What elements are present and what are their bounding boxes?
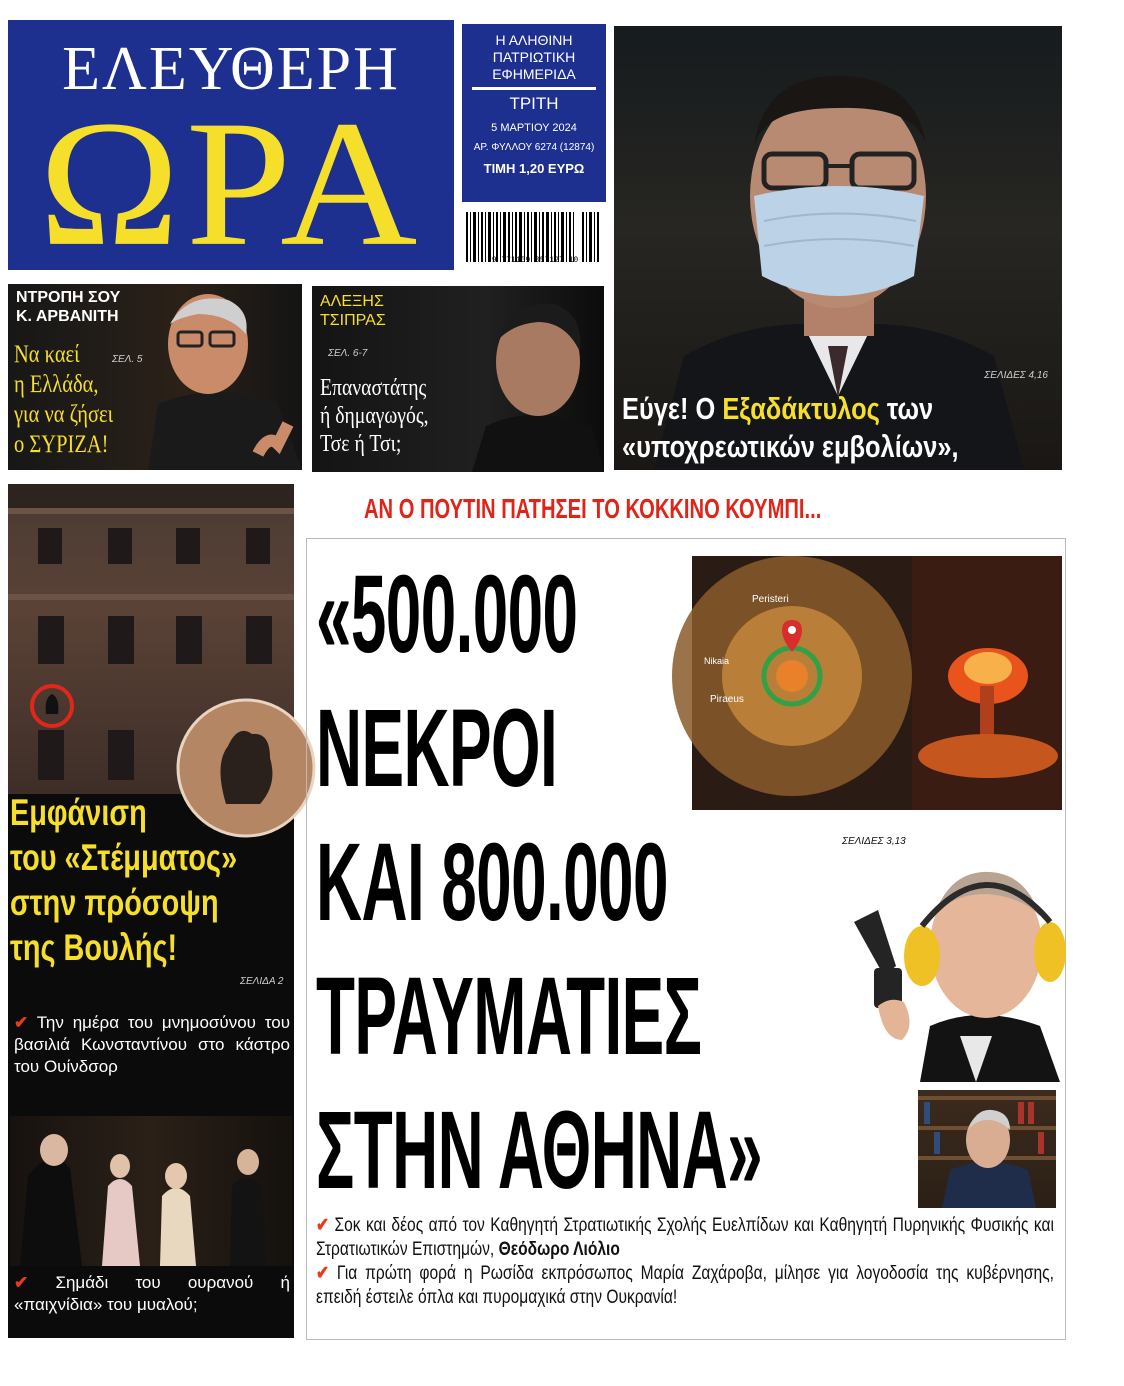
headline-line: ο ΣΥΡΙΖΑ! bbox=[14, 431, 109, 458]
arvanitis-photo bbox=[128, 284, 302, 470]
arvanitis-kicker bbox=[16, 288, 120, 326]
issue-number: ΑΡ. ΦΥΛΛΟΥ 6274 (12874) bbox=[473, 142, 595, 153]
page-reference: ΣΕΛΙΔΑ 2 bbox=[240, 976, 284, 987]
headline-line: ΝΕΚΡΟΙ bbox=[316, 687, 558, 810]
headline-line: ΚΑΙ 800.000 bbox=[316, 821, 668, 944]
map-label: Piraeus bbox=[710, 694, 744, 705]
masthead-logo: ΩΡΑ bbox=[38, 84, 424, 284]
left-story-bullet-1 bbox=[14, 1012, 290, 1078]
kicker-line: ΝΤΡΟΠΗ ΣΟΥ bbox=[16, 289, 121, 306]
arvanitis-headline bbox=[14, 340, 113, 460]
kicker-line: ΤΣΙΠΡΑΣ bbox=[320, 312, 386, 329]
headline-line: του «Στέμματος» bbox=[10, 837, 238, 878]
page-reference: ΣΕΛ. 6-7 bbox=[328, 348, 368, 359]
page-reference: ΣΕΛ. 5 bbox=[112, 354, 143, 365]
main-story-bullets bbox=[316, 1214, 1054, 1310]
tsipras-kicker bbox=[320, 292, 386, 330]
headline-line: για να ζήσει bbox=[14, 401, 114, 428]
masthead-top-word: ΕΛΕΥΘΕΡΗ bbox=[62, 35, 400, 103]
issue-info-box bbox=[462, 24, 606, 202]
tsipras-photo bbox=[462, 286, 604, 472]
barcode-number: 9 771109 057127 10 bbox=[491, 256, 579, 265]
headline-text: των «υποχρεωτικών εμβολίων», υποψήφιος Ευρωβουλευτής της ΝΔ bbox=[622, 391, 1054, 502]
checkmark-icon: ✔ bbox=[14, 1273, 29, 1292]
memorial-illustration bbox=[10, 1116, 292, 1266]
headline-line: ή δημαγωγός, bbox=[320, 403, 429, 429]
headline-line: η Ελλάδα, bbox=[14, 371, 99, 398]
tsipras-headline bbox=[320, 374, 429, 458]
bullet-name: Θεόδωρο Λιόλιο bbox=[498, 1239, 620, 1260]
kicker-line: ΑΛΕΞΗΣ bbox=[320, 293, 384, 310]
headline-line: Επαναστάτης bbox=[320, 375, 427, 401]
checkmark-icon: ✔ bbox=[14, 1013, 29, 1032]
tagline bbox=[462, 32, 606, 83]
map-label: Nikaia bbox=[704, 656, 730, 666]
headline-line: στην πρόσοψη bbox=[10, 882, 219, 923]
left-story-headline bbox=[10, 790, 299, 970]
bullet-text: Σημάδι του ουρανού ή «παιχνίδια» του μυαλού; bbox=[14, 1273, 290, 1314]
barcode bbox=[464, 212, 606, 262]
headline-line: ΤΡΑΥΜΑΤΙΕΣ bbox=[316, 955, 702, 1078]
main-story-kicker: ΑΝ Ο ΠΟΥΤΙΝ ΠΑΤΗΣΕΙ ΤΟ ΚΟΚΚΙΝΟ ΚΟΥΜΠΙ... bbox=[364, 493, 822, 524]
issue-day: ΤΡΙΤΗ bbox=[509, 94, 559, 113]
headline-highlight: Εξαδάκτυλος bbox=[722, 391, 880, 426]
headline-line: ΣΤΗΝ ΑΘΗΝΑ» bbox=[316, 1089, 763, 1212]
kicker-line: Κ. ΑΡΒΑΝΙΤΗ bbox=[16, 308, 119, 325]
checkmark-icon: ✔ bbox=[316, 1263, 330, 1284]
main-story-bullet-2 bbox=[316, 1262, 1054, 1310]
bullet-text: Σοκ και δέος από τον Καθηγητή Στρατιωτικής Σχολής Ευελπίδων και Καθηγητή Πυρηνικής Φυσικής και Στρατιωτικών Επιστημών, bbox=[316, 1215, 1055, 1260]
parliament-facade-photo bbox=[8, 484, 294, 794]
top-story-headline bbox=[622, 390, 1057, 504]
headline-line: Να καεί bbox=[14, 341, 80, 368]
masthead bbox=[8, 20, 454, 284]
page-reference: ΣΕΛΙΔΕΣ 4,16 bbox=[984, 370, 1048, 381]
liolios-photo bbox=[918, 1090, 1056, 1208]
windsor-memorial-photo bbox=[10, 1116, 292, 1266]
putin-illustration bbox=[850, 826, 1062, 1082]
bullet-text: Για πρώτη φορά η Ρωσίδα εκπρόσωπος Μαρία Ζαχάροβα, μίλησε για λογοδοσία της κυβέρνησης, επειδή έστειλε όπλα και πυρομαχικά στην Ουκρανία! bbox=[316, 1263, 1054, 1308]
photo-masked-man bbox=[614, 26, 1062, 502]
nuclear-blast-map bbox=[692, 556, 1062, 810]
facade-illustration bbox=[8, 484, 294, 794]
main-story-bullet-1 bbox=[316, 1214, 1054, 1262]
page-reference: ΣΕΛΙΔΕΣ 3,13 bbox=[842, 836, 906, 847]
map-label: Peristeri bbox=[752, 594, 789, 605]
headline-line: «500.000 bbox=[316, 553, 578, 676]
headline-text: Εύγε! Ο bbox=[622, 391, 723, 426]
tagline-line: ΠΑΤΡΙΩΤΙΚΗ bbox=[492, 49, 576, 65]
tagline-line: ΕΦΗΜΕΡΙΔΑ bbox=[492, 66, 576, 82]
bullet-text: Την ημέρα του μνημοσύνου του βασιλιά Κωνσταντίνου στο κάστρο του Ουίνδσορ bbox=[14, 1013, 290, 1076]
story-tsipras bbox=[312, 286, 604, 472]
headline-line: Τσε ή Τσι; bbox=[320, 431, 402, 457]
issue-price: ΤΙΜΗ 1,20 ΕΥΡΩ bbox=[483, 161, 585, 176]
headline-line: της Βουλής! bbox=[10, 927, 178, 968]
tagline-line: Η ΑΛΗΘΙΝΗ bbox=[495, 32, 573, 48]
putin-photo bbox=[850, 826, 1062, 1082]
liolios-illustration bbox=[918, 1090, 1056, 1208]
headline-line: Εμφάνιση bbox=[10, 792, 147, 833]
left-story-bullet-2 bbox=[14, 1272, 290, 1316]
blast-map-illustration bbox=[692, 556, 1062, 810]
checkmark-icon: ✔ bbox=[316, 1215, 330, 1236]
story-arvanitis bbox=[8, 284, 302, 470]
issue-date: 5 ΜΑΡΤΙΟΥ 2024 bbox=[491, 122, 577, 134]
divider bbox=[472, 87, 596, 90]
